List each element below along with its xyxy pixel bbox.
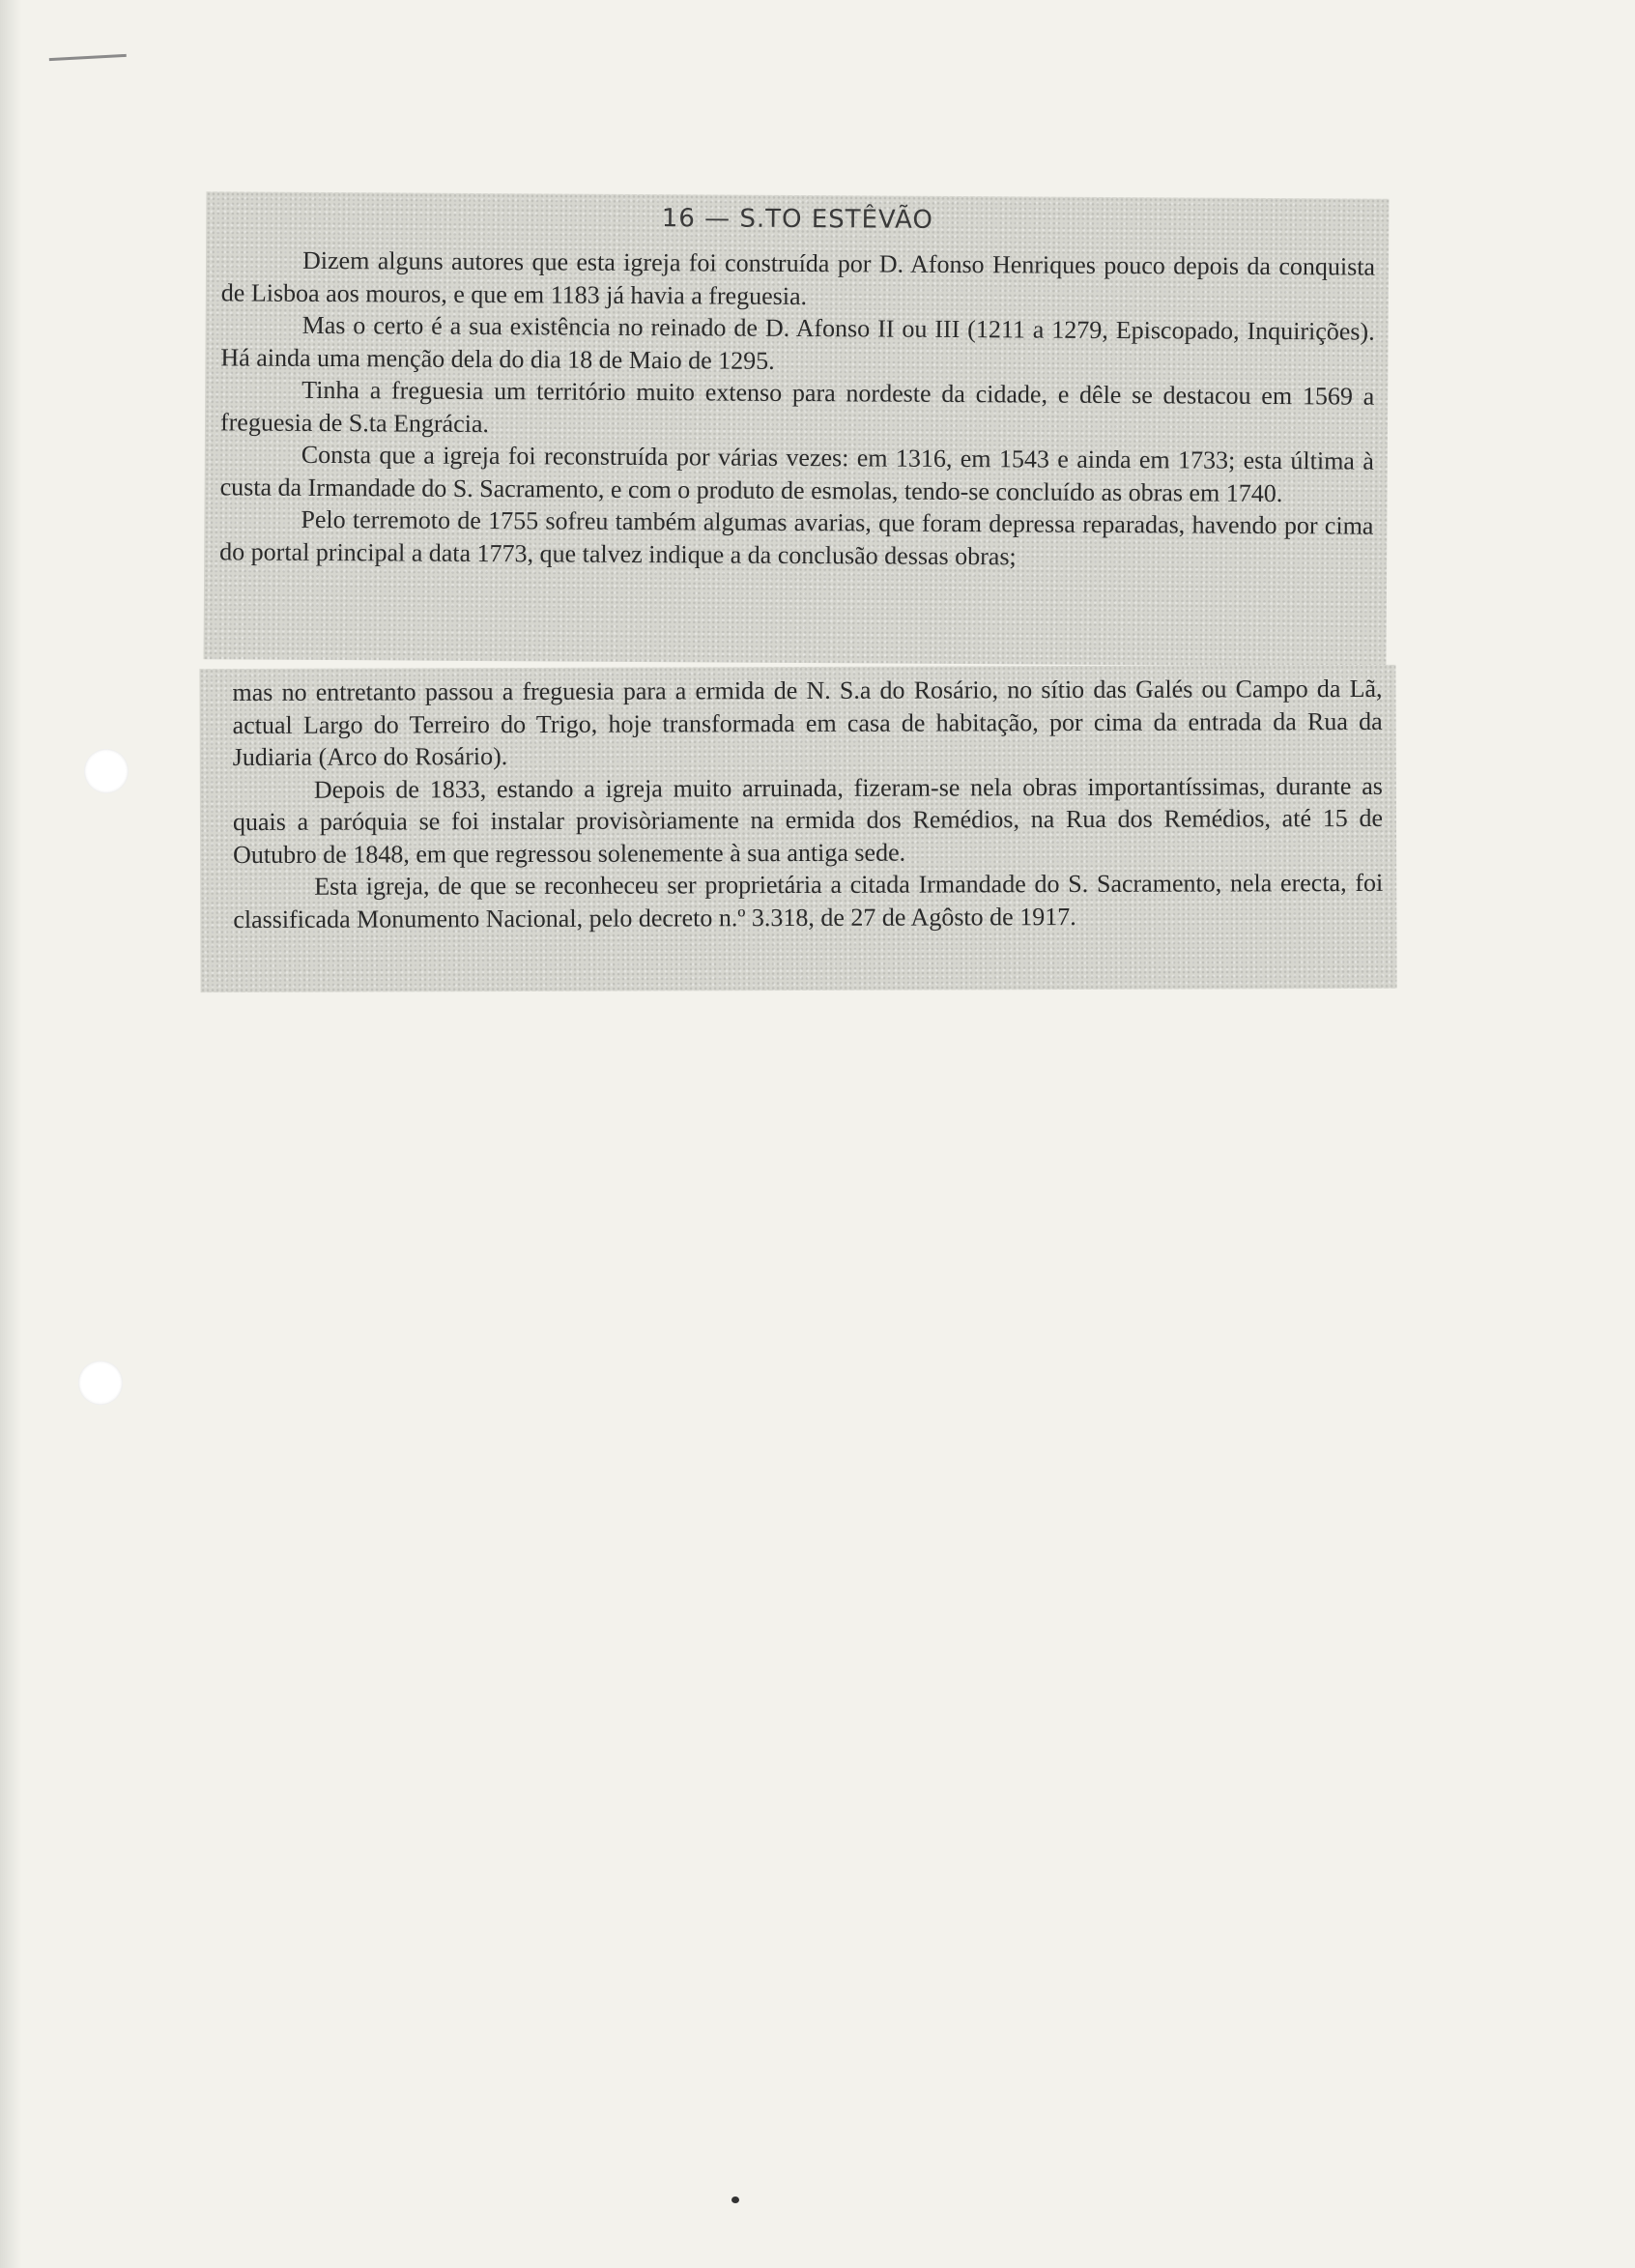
pencil-mark [47, 25, 127, 61]
punch-hole [78, 1361, 123, 1405]
paragraph: Dizem alguns autores que esta igreja foi construída por D. Afonso Henriques pouco depois da conquista de Lisboa aos mouros, e que em 1183 já havia a freguesia. [220, 245, 1376, 310]
paragraph: Depois de 1833, estando a igreja muito arruinada, fizeram-se nela obras importantíssimas, durante as quais a paróquia se foi instalar provisòriamente na ermida dos Remédios, na Rua dos Remédios, até 15 de Outubro de 1848, em que regressou solenemente à sua antiga sede. [232, 771, 1384, 869]
paragraph: Tinha a freguesia um território muito extenso para nordeste da cidade, e dêle se destacou em 1569 a freguesia de S.ta Engrácia. [219, 375, 1375, 438]
ink-mark [731, 2196, 739, 2203]
clipping-bottom [199, 665, 1396, 992]
clipping-top [204, 191, 1390, 666]
page-edge [0, 0, 21, 2268]
paragraph: Pelo terremoto de 1755 sofreu também algumas avarias, que foram depressa reparadas, havendo por cima do portal principal a data 1773, que talvez indique a da conclusão dessas obras; [219, 504, 1374, 570]
paragraph: mas no entretanto passou a freguesia para a ermida de N. S.a do Rosário, no sítio das Galés ou Campo da Lã, actual Largo do Terreiro do Trigo, hoje transformada em casa de habitação, por cima da entrada da Rua da Judiaria (Arco do Rosário). [232, 674, 1383, 772]
paragraph: Mas o certo é a sua existência no reinado de D. Afonso II ou III (1211 a 1279, Episcopado, Inquirições). Há ainda uma menção dela do dia 18 de Maio de 1295. [220, 310, 1375, 375]
paragraph: Esta igreja, de que se reconheceu ser proprietária a citada Irmandade do S. Sacramento, nela erecta, foi classificada Monumento Nacional, pelo decreto n.º 3.318, de 27 de Agôsto de 1917. [233, 868, 1384, 933]
paragraph: Consta que a igreja foi reconstruída por várias vezes: em 1316, em 1543 e ainda em 1733; esta última à custa da Irmandade do S. Sacramento, e com o produto de esmolas, tendo-se concluído as obras em 1740. [219, 440, 1374, 507]
punch-hole [84, 749, 129, 793]
page-header: 16 — S.TO ESTÊVÃO [661, 204, 933, 235]
